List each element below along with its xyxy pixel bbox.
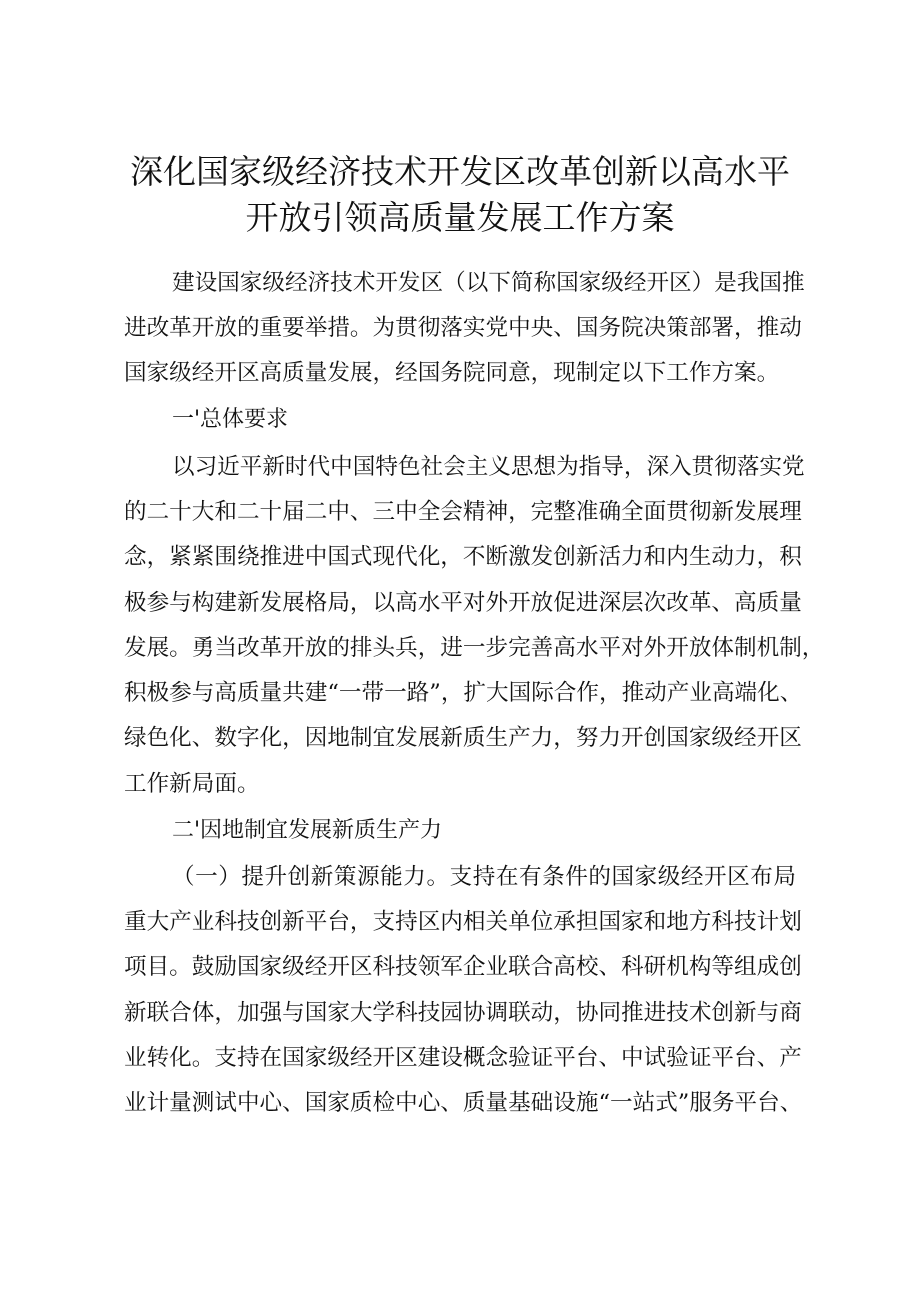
section-1-line-3: 念，紧紧围绕推进中国式现代化，不断激发创新活力和内生动力，积 xyxy=(124,544,802,570)
section-2-line-1: （一）提升创新策源能力。支持在有条件的国家级经开区布局 xyxy=(172,864,796,890)
section-1-line-8: 工作新局面。 xyxy=(124,771,260,797)
document-title-line-1: 深化国家级经济技术开发区改革创新以高水平 xyxy=(130,152,790,191)
section-2-line-4: 新联合体，加强与国家大学科技园协调联动，协同推进技术创新与商 xyxy=(124,1000,802,1026)
document-title-line-2: 开放引领高质量发展工作方案 xyxy=(245,198,675,237)
section-1-line-4: 极参与构建新发展格局，以高水平对外开放促进深层次改革、高质量 xyxy=(124,590,802,616)
section-2-heading: 二'因地制宜发展新质生产力 xyxy=(172,818,443,843)
section-1-line-1: 以习近平新时代中国特色社会主义思想为指导，深入贯彻落实党 xyxy=(172,454,805,480)
section-1-line-2: 的二十大和二十届二中、三中全会精神，完整准确全面贯彻新发展理 xyxy=(124,499,802,525)
section-1-heading: 一'总体要求 xyxy=(172,407,289,432)
section-2-line-2: 重大产业科技创新平台，支持区内相关单位承担国家和地方科技计划 xyxy=(124,909,802,935)
section-2-line-6: 业计量测试中心、国家质检中心、质量基础设施“一站式”服务平台、 xyxy=(124,1090,803,1116)
section-2-line-3: 项目。鼓励国家级经开区科技领军企业联合高校、科研机构等组成创 xyxy=(124,954,802,980)
intro-line-2: 进改革开放的重要举措。为贯彻落实党中央、国务院决策部署，推动 xyxy=(124,315,802,341)
intro-line-1: 建设国家级经济技术开发区（以下简称国家级经开区）是我国推 xyxy=(172,270,805,296)
section-1-line-5: 发展。勇当改革开放的排头兵，进一步完善高水平对外开放体制机制， xyxy=(124,635,825,661)
intro-line-3: 国家级经开区高质量发展，经国务院同意，现制定以下工作方案。 xyxy=(124,360,780,386)
section-1-line-7: 绿色化、数字化，因地制宜发展新质生产力，努力开创国家级经开区 xyxy=(124,725,802,751)
section-1-line-6: 积极参与高质量共建“一带一路”，扩大国际合作，推动产业高端化、 xyxy=(124,680,803,706)
section-2-line-5: 业转化。支持在国家级经开区建设概念验证平台、中试验证平台、产 xyxy=(124,1045,802,1071)
